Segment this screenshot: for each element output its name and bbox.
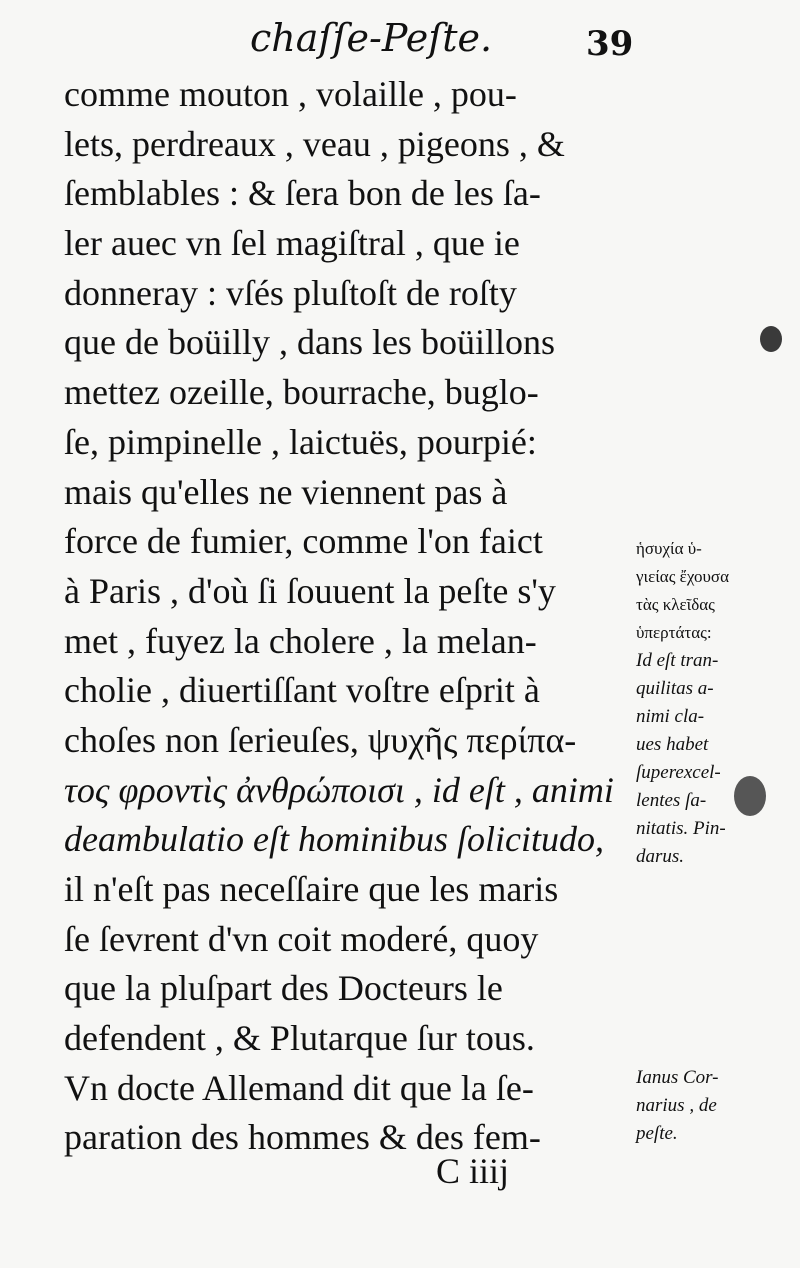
margin-note-line: quilitas a- xyxy=(636,678,714,699)
text-line: choſes non ſerieuſes, ψυχῆς περίπα- xyxy=(64,719,577,760)
margin-note-pindarus xyxy=(636,535,786,871)
text-line: paration des hommes & des fem- xyxy=(64,1117,541,1158)
margin-note-line: γιείας ἔχουσα xyxy=(636,567,729,586)
margin-note-cornarius xyxy=(636,1064,786,1148)
text-line: ler auec vn ſel magiſtral , que ie xyxy=(64,223,520,264)
text-line: met , fuyez la cholere , la melan- xyxy=(64,620,537,661)
margin-note-line: Id eſt tran- xyxy=(636,650,719,671)
text-line: deambulatio eſt hominibus ſolicitudo, xyxy=(64,819,604,860)
margin-note-line: narius , de xyxy=(636,1095,717,1116)
text-line: ſemblables : & ſera bon de les ſa- xyxy=(64,173,541,214)
margin-note-line: nimi cla- xyxy=(636,706,705,727)
text-line: τος φροντὶς ἀνθρώποισι , id eſt , animi xyxy=(64,769,614,810)
margin-note-line: lentes ſa- xyxy=(636,790,707,811)
text-line: ſe, pimpinelle , laictuës, pourpié: xyxy=(64,421,537,462)
text-line: donneray : vſés pluſtoſt de roſty xyxy=(64,272,517,313)
text-line: lets, perdreaux , veau , pigeons , & xyxy=(64,123,565,164)
text-line: à Paris , d'où ſi ſouuent la peſte s'y xyxy=(64,570,556,611)
text-line: que la pluſpart des Docteurs le xyxy=(64,968,503,1009)
main-text-block xyxy=(64,70,639,1163)
text-line: comme mouton , volaille , pou- xyxy=(64,74,517,114)
ink-stain xyxy=(734,776,766,816)
margin-note-line: ἡσυχία ὑ- xyxy=(636,539,702,558)
margin-note-line: ues habet xyxy=(636,734,709,755)
text-line: defendent , & Plutarque ſur tous. xyxy=(64,1018,535,1059)
margin-note-line: Ianus Cor- xyxy=(636,1067,719,1088)
running-title: chaſſe-Peſte. xyxy=(250,16,493,60)
margin-note-line: ὑπερτάτας: xyxy=(636,623,712,642)
text-line: Vn docte Allemand dit que la ſe- xyxy=(64,1067,534,1108)
text-line: ſe ſevrent d'vn coit moderé, quoy xyxy=(64,918,539,959)
text-line: force de fumier, comme l'on faict xyxy=(64,521,543,562)
margin-note-line: darus. xyxy=(636,846,685,867)
text-line: mais qu'elles ne viennent pas à xyxy=(64,471,508,512)
text-line: que de boüilly , dans les boüillons xyxy=(64,322,555,363)
text-line: cholie , diuertiſſant voſtre eſprit à xyxy=(64,670,540,711)
text-line: mettez ozeille, bourrache, buglo- xyxy=(64,372,539,413)
margin-note-line: ſuperexcel- xyxy=(636,762,721,783)
text-line: il n'eſt pas neceſſaire que les maris xyxy=(64,869,559,909)
page-header xyxy=(0,10,800,66)
margin-note-line: nitatis. Pin- xyxy=(636,818,726,839)
margin-note-line: peſte. xyxy=(636,1123,678,1144)
ink-stain xyxy=(760,326,782,352)
signature-mark: C iiij xyxy=(436,1151,510,1191)
page-number: 39 xyxy=(586,24,634,64)
margin-note-line: τὰς κλεῖδας xyxy=(636,595,715,614)
